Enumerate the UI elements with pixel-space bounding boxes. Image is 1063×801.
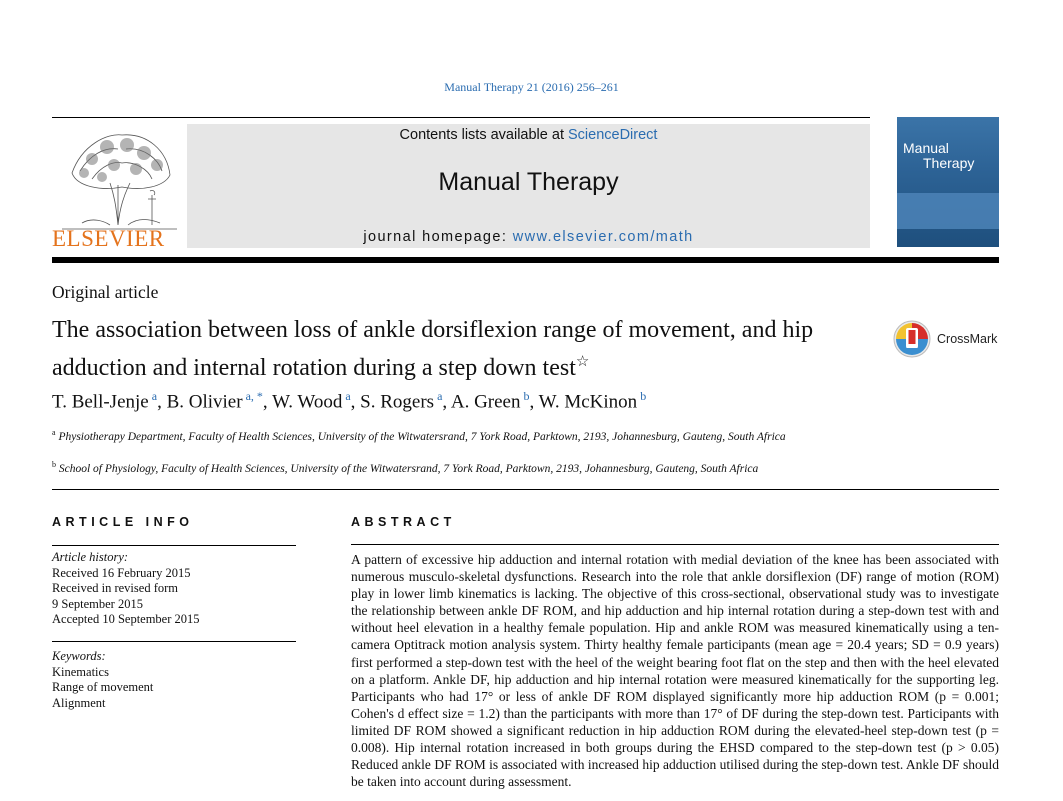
affiliation-mark: b <box>52 460 56 469</box>
author-name[interactable]: A. Green <box>450 391 521 413</box>
keywords-label: Keywords: <box>52 649 106 663</box>
author-affiliation-mark[interactable]: a, * <box>245 389 263 403</box>
keyword: Alignment <box>52 695 106 710</box>
author-separator: , <box>157 391 167 413</box>
elsevier-wordmark: ELSEVIER <box>52 226 165 251</box>
abstract-text: A pattern of excessive hip adduction and internal rotation with medial deviation of the knee has been associated with numerous musculo-skeletal dysfunctions. Research into the role that ankle dorsiflexion (DF) range of motion (ROM) play in lower limb kinematics is lacking. The objective of this cross-sectional, observational study was to investigate the relationship between ankle DF ROM, and hip adduction and hip internal rotation during a step-down test with and without heel elevation in a healthy female population. Hip and ankle ROM was measured kinematically using a ten-camera Optitrack motion analysis system. Thirty healthy female participants (mean age = 20.4 years; SD = 0.9 years) first performed a step-down test with the heel of the weight bearing foot flat on the step and then with the heel elevated on a platform. Ankle DF, hip adduction and hip internal rotation were measured kinematically for the supporting leg. Participants who had 17° or less of ankle DF ROM displayed significantly more hip adduction ROM (p = 0.001; Cohen's d effect size = 1.2) than the participants with more than 17° of DF during the step-down test. Participants with limited DF ROM showed a significant reduction in hip adduction ROM during the elevated-heel step-down test (p = 0.008). Hip internal rotation increased in both groups during the EHSD compared to the step-down test (p > 0.05) Reduced ankle DF ROM is associated with increased hip adduction utilised during the step-down test. Ankle DF should be taken into account during assessment. <box>351 552 999 790</box>
author-affiliation-mark[interactable]: a <box>345 389 351 403</box>
affiliation-a <box>52 425 872 445</box>
header-top-rule <box>52 117 870 118</box>
journal-homepage-line <box>187 229 870 245</box>
sciencedirect-link[interactable]: ScienceDirect <box>568 127 658 143</box>
history-line: 9 September 2015 <box>52 596 143 611</box>
article-history-label: Article history: <box>52 550 129 564</box>
article-title <box>52 314 892 384</box>
author-affiliation-mark[interactable]: b <box>640 389 647 403</box>
history-line: Received 16 February 2015 <box>52 565 191 580</box>
article-title-text: The association between loss of ankle dorsiflexion range of movement, and hip adduction and internal rotation during a step down test <box>52 317 814 381</box>
title-footnote-star-icon[interactable]: ☆ <box>575 354 590 370</box>
cover-title-line1: Manual <box>903 140 949 156</box>
author-affiliation-mark[interactable]: a <box>437 389 443 403</box>
cover-title <box>903 141 974 171</box>
crossmark-icon[interactable] <box>893 320 931 358</box>
journal-homepage-link[interactable]: www.elsevier.com/math <box>512 229 694 245</box>
author-name[interactable]: W. McKinon <box>538 391 638 413</box>
article-section-type: Original article <box>52 282 159 302</box>
contents-line <box>187 127 870 143</box>
abstract-rule <box>351 544 999 545</box>
keyword: Kinematics <box>52 664 109 679</box>
affiliation-mark: a <box>52 428 56 437</box>
author-separator: , <box>529 391 539 413</box>
article-info-heading: ARTICLE INFO <box>52 515 194 529</box>
keyword: Range of movement <box>52 680 154 694</box>
author-affiliation-mark[interactable]: a <box>151 389 158 403</box>
abstract-heading: ABSTRACT <box>351 515 456 529</box>
affiliation-text: School of Physiology, Faculty of Health Sciences, University of the Witwatersrand, 7 York Road, Parktown, 2193, Johannesburg, Gauteng, South Africa <box>58 462 759 475</box>
cover-band <box>897 193 999 229</box>
contents-prefix: Contents lists available at <box>399 127 564 143</box>
keywords-block <box>52 649 296 711</box>
author-name[interactable]: B. Olivier <box>166 391 243 413</box>
author-name[interactable]: W. Wood <box>272 391 343 413</box>
article-info-rule <box>52 545 296 546</box>
author-separator: , <box>262 391 273 413</box>
author-name[interactable]: S. Rogers <box>360 391 435 413</box>
article-history <box>52 550 296 628</box>
author-separator: , <box>442 391 451 413</box>
homepage-prefix: journal homepage: <box>363 229 508 245</box>
author-affiliation-mark[interactable]: b <box>523 389 530 403</box>
author-separator: , <box>350 391 361 413</box>
crossmark-label[interactable]: CrossMark <box>937 332 998 346</box>
journal-cover-image[interactable] <box>897 117 999 247</box>
keywords-rule <box>52 641 296 642</box>
header-thick-rule <box>52 257 999 263</box>
journal-name: Manual Therapy <box>438 168 619 196</box>
cover-title-line2: Therapy <box>923 155 975 171</box>
author-name[interactable]: T. Bell-Jenje <box>52 391 149 413</box>
affiliation-text: Physiotherapy Department, Faculty of Health Sciences, University of the Witwatersrand, 7 York Road, Parktown, 2193, Johannesburg, Gauteng, South Africa <box>58 430 786 443</box>
journal-reference[interactable]: Manual Therapy 21 (2016) 256–261 <box>444 80 619 94</box>
affiliation-b <box>52 457 872 477</box>
section-divider-rule <box>52 489 999 490</box>
history-line: Received in revised form <box>52 581 178 595</box>
history-line: Accepted 10 September 2015 <box>52 612 200 626</box>
author-list <box>52 389 646 413</box>
